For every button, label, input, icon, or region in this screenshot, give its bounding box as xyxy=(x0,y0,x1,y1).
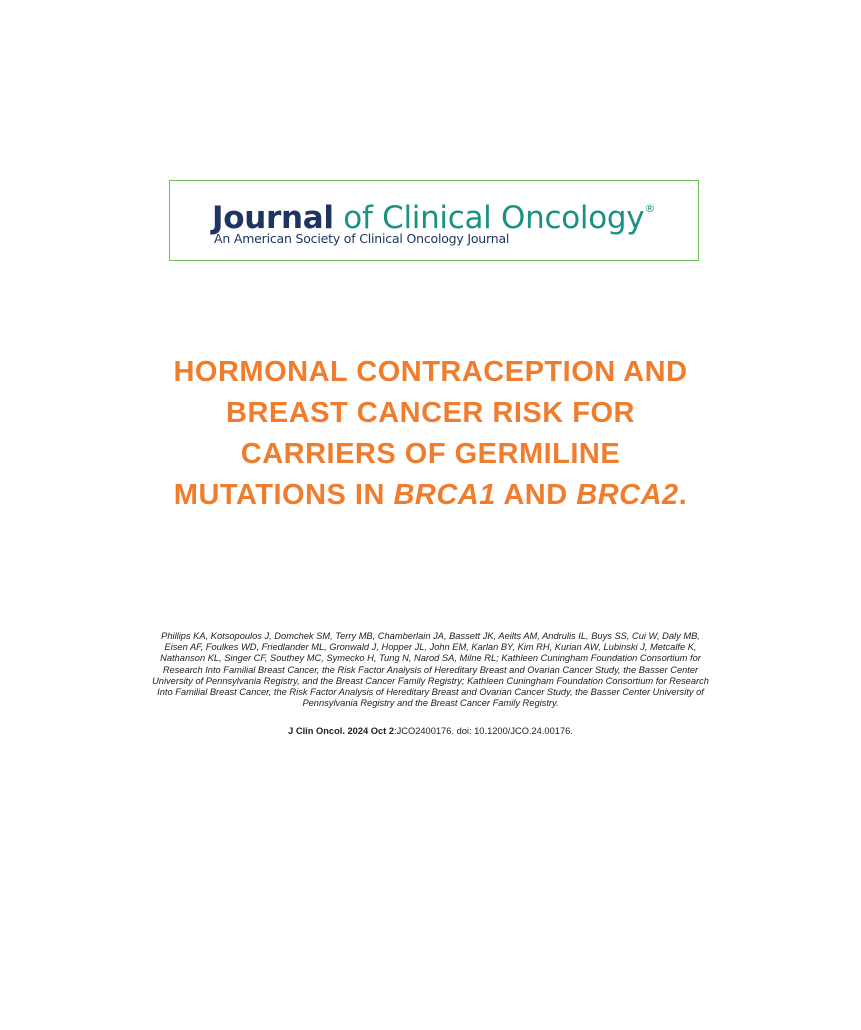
author-list xyxy=(115,631,746,709)
registered-mark: ® xyxy=(644,202,656,215)
title-line-4-prefix: MUTATIONS IN xyxy=(173,479,394,511)
author-line-7: Pennsylvania Registry and the Breast Cancer Family Registry. xyxy=(302,698,559,709)
author-line-2: Eisen AF, Foulkes WD, Friedlander ML, Gronwald J, Hopper JL, John EM, Karlan BY, Kim RH, Kurian AW, Lubinski J, Metcalfe K, xyxy=(164,642,697,653)
author-line-3: Nathanson KL, Singer CF, Southey MC, Symecko H, Tung N, Narod SA, Milne RL; Kathleen Cuningham Foundation Consortium for xyxy=(160,653,701,664)
title-line-2: BREAST CANCER RISK FOR xyxy=(226,397,635,429)
author-line-4: Research Into Familial Breast Cancer, the Risk Factor Analysis of Hereditary Breast and Ovarian Cancer Study, the Basser Center xyxy=(162,664,699,675)
journal-logo xyxy=(169,180,699,261)
author-line-1: Phillips KA, Kotsopoulos J, Domchek SM, Terry MB, Chamberlain JA, Bassett JK, Aeilts AM, Andrulis IL, Buys SS, Cui W, Daly MB, xyxy=(161,631,700,641)
logo-journal-word: Journal xyxy=(212,200,334,236)
logo-subtitle: An American Society of Clinical Oncology Journal xyxy=(214,231,510,246)
title-line-1: HORMONAL CONTRACEPTION AND xyxy=(173,356,688,388)
logo-journal-rest: of Clinical Oncology xyxy=(333,200,645,236)
author-line-5: University of Pennsylvania Registry, and the Breast Cancer Family Registry; Kathleen Cuningham Foundation Consortium for Research xyxy=(152,675,709,686)
citation-doi: :JCO2400176. doi: 10.1200/JCO.24.00176. xyxy=(394,726,573,736)
title-and: AND xyxy=(495,479,577,511)
title-line-3: CARRIERS OF GERMILINE xyxy=(240,438,621,470)
citation-journal-date: J Clin Oncol. 2024 Oct 2 xyxy=(288,726,395,736)
author-line-6: Into Familial Breast Cancer, the Risk Factor Analysis of Hereditary Breast and Ovarian Cancer Study, the Basser Center University of xyxy=(157,687,704,698)
gene-brca2: BRCA2 xyxy=(576,479,679,511)
article-title xyxy=(80,352,781,516)
title-period: . xyxy=(678,479,688,511)
citation xyxy=(80,726,781,736)
title-line-4 xyxy=(80,475,781,516)
gene-brca1: BRCA1 xyxy=(393,479,496,511)
